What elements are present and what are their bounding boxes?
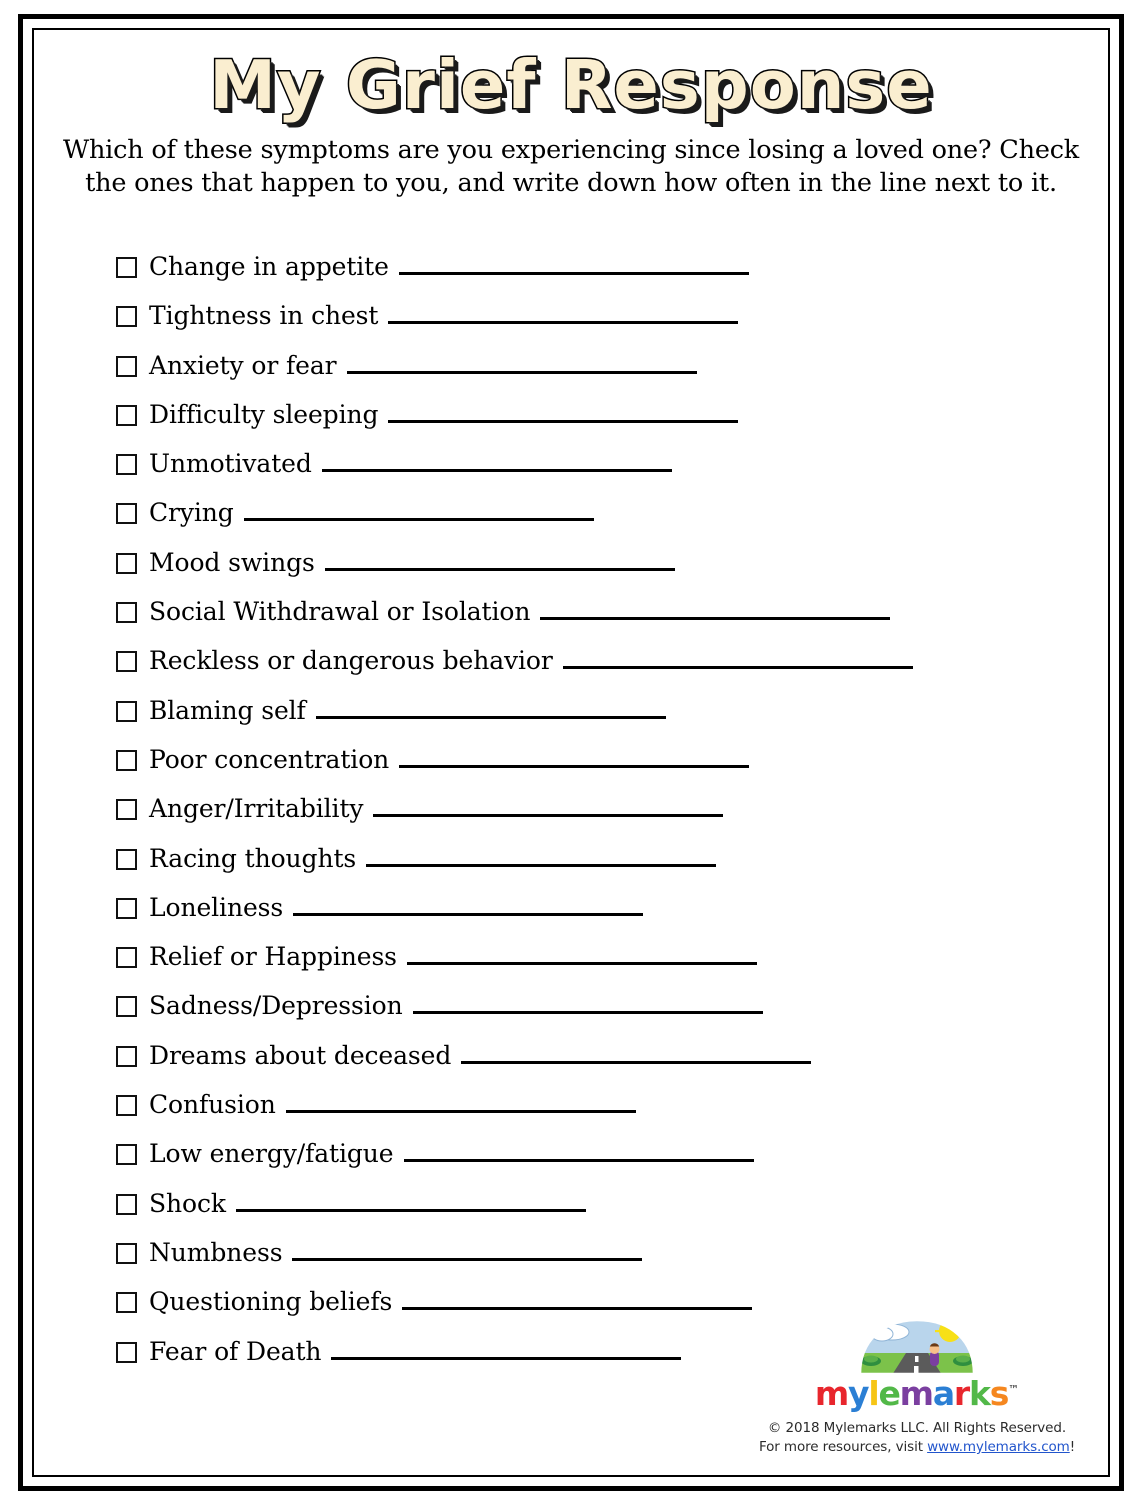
checklist-row <box>116 1090 1108 1139</box>
page-title: My Grief Response <box>209 46 933 124</box>
frequency-write-in-line[interactable] <box>347 352 697 374</box>
copyright-suffix: ! <box>1069 1439 1076 1455</box>
wordmark-letter: y <box>848 1374 869 1413</box>
checklist-row <box>116 844 1108 893</box>
checklist-row <box>116 991 1108 1040</box>
checkbox[interactable] <box>116 849 137 870</box>
character <box>930 1343 940 1366</box>
frequency-write-in-line[interactable] <box>293 894 643 916</box>
copyright-line-1: © 2018 Mylemarks LLC. All Rights Reserved. <box>767 1420 1067 1436</box>
frequency-write-in-line[interactable] <box>407 943 757 965</box>
checkbox[interactable] <box>116 1194 137 1215</box>
worksheet-inner-frame <box>32 28 1110 1477</box>
checklist-row <box>116 1238 1108 1287</box>
frequency-write-in-line[interactable] <box>388 302 738 324</box>
mylemarks-website-link[interactable]: www.mylemarks.com <box>927 1439 1070 1455</box>
checklist-row <box>116 301 1108 350</box>
checklist-row <box>116 449 1108 498</box>
checkbox[interactable] <box>116 1243 137 1264</box>
checkbox[interactable] <box>116 799 137 820</box>
frequency-write-in-line[interactable] <box>399 253 749 275</box>
frequency-write-in-line[interactable] <box>540 598 890 620</box>
checkbox[interactable] <box>116 602 137 623</box>
frequency-write-in-line[interactable] <box>399 746 749 768</box>
checklist-row <box>116 893 1108 942</box>
checklist-item-label: Tightness in chest <box>149 301 379 331</box>
checklist-row <box>116 400 1108 449</box>
checklist-item-label: Mood swings <box>149 547 315 577</box>
checklist-row <box>116 597 1108 646</box>
checkbox[interactable] <box>116 503 137 524</box>
checkbox[interactable] <box>116 701 137 722</box>
checkbox[interactable] <box>116 1144 137 1165</box>
checklist-item-label: Numbness <box>149 1237 283 1267</box>
checklist-row <box>116 1139 1108 1188</box>
checklist-item-label: Difficulty sleeping <box>149 399 379 429</box>
checklist-item-label: Loneliness <box>149 892 284 922</box>
checklist-row <box>116 498 1108 547</box>
checkbox[interactable] <box>116 996 137 1017</box>
checkbox[interactable] <box>116 651 137 672</box>
checklist-item-label: Crying <box>149 498 234 528</box>
copyright-line-2 <box>752 1438 1082 1457</box>
wordmark-letter: a <box>932 1374 954 1413</box>
frequency-write-in-line[interactable] <box>388 401 738 423</box>
checklist-row <box>116 942 1108 991</box>
frequency-write-in-line[interactable] <box>404 1140 754 1162</box>
checklist-item-label: Social Withdrawal or Isolation <box>149 597 531 627</box>
checkbox[interactable] <box>116 898 137 919</box>
checklist-item-label: Reckless or dangerous behavior <box>149 646 553 676</box>
checklist-item-label: Unmotivated <box>149 449 312 479</box>
wordmark-letter: s <box>989 1374 1009 1413</box>
copyright-notice <box>752 1419 1082 1457</box>
checkbox[interactable] <box>116 1292 137 1313</box>
checklist-row <box>116 1041 1108 1090</box>
checklist-row <box>116 646 1108 695</box>
trademark-symbol: ™ <box>1008 1383 1020 1396</box>
frequency-write-in-line[interactable] <box>316 697 666 719</box>
checklist-row <box>116 696 1108 745</box>
checkbox[interactable] <box>116 750 137 771</box>
wordmark-letter: m <box>814 1374 848 1413</box>
checkbox[interactable] <box>116 947 137 968</box>
wordmark-letter: r <box>953 1374 969 1413</box>
copyright-prefix: For more resources, visit <box>758 1439 928 1455</box>
wordmark-letter: l <box>868 1374 879 1413</box>
checklist-item-label: Shock <box>149 1188 226 1218</box>
wordmark-letter: k <box>968 1374 990 1413</box>
frequency-write-in-line[interactable] <box>236 1190 586 1212</box>
checklist-row <box>116 252 1108 301</box>
checkbox[interactable] <box>116 1095 137 1116</box>
checklist-item-label: Relief or Happiness <box>149 942 397 972</box>
checkbox[interactable] <box>116 405 137 426</box>
frequency-write-in-line[interactable] <box>286 1091 636 1113</box>
checklist-row <box>116 351 1108 400</box>
frequency-write-in-line[interactable] <box>563 647 913 669</box>
checklist-item-label: Anger/Irritability <box>149 794 364 824</box>
frequency-write-in-line[interactable] <box>331 1338 681 1360</box>
frequency-write-in-line[interactable] <box>322 450 672 472</box>
checklist-item-label: Anxiety or fear <box>149 350 337 380</box>
checklist-row <box>116 548 1108 597</box>
mylemarks-landscape-icon <box>858 1319 976 1375</box>
checkbox[interactable] <box>116 257 137 278</box>
checklist-row <box>116 794 1108 843</box>
symptom-checklist <box>34 252 1108 1386</box>
frequency-write-in-line[interactable] <box>292 1239 642 1261</box>
checklist-row <box>116 1189 1108 1238</box>
checkbox[interactable] <box>116 454 137 475</box>
frequency-write-in-line[interactable] <box>402 1288 752 1310</box>
frequency-write-in-line[interactable] <box>366 845 716 867</box>
checklist-item-label: Change in appetite <box>149 252 389 281</box>
checkbox[interactable] <box>116 553 137 574</box>
title-area <box>34 42 1108 128</box>
frequency-write-in-line[interactable] <box>325 549 675 571</box>
checkbox[interactable] <box>116 356 137 377</box>
checkbox[interactable] <box>116 1046 137 1067</box>
mylemarks-wordmark <box>752 1372 1082 1412</box>
checklist-row <box>116 745 1108 794</box>
worksheet-page <box>18 14 1124 1491</box>
frequency-write-in-line[interactable] <box>413 992 763 1014</box>
footer <box>752 1319 1082 1457</box>
frequency-write-in-line[interactable] <box>373 795 723 817</box>
checklist-item-label: Fear of Death <box>149 1336 322 1366</box>
frequency-write-in-line[interactable] <box>244 499 594 521</box>
wordmark-letter: m <box>899 1374 933 1413</box>
checkbox[interactable] <box>116 306 137 327</box>
checklist-item-label: Racing thoughts <box>149 843 357 873</box>
checklist-item-label: Blaming self <box>149 695 306 725</box>
checklist-item-label: Confusion <box>149 1090 276 1120</box>
instructions-text: Which of these symptoms are you experiencing since losing a loved one? Check the ones that happen to you, and write down how often in the line next to it. <box>62 135 1080 198</box>
wordmark-letter: e <box>878 1374 900 1413</box>
checkbox[interactable] <box>116 1342 137 1363</box>
frequency-write-in-line[interactable] <box>461 1042 811 1064</box>
checklist-item-label: Low energy/fatigue <box>149 1139 394 1169</box>
checklist-item-label: Sadness/Depression <box>149 991 403 1021</box>
checklist-item-label: Poor concentration <box>149 744 390 774</box>
checklist-item-label: Dreams about deceased <box>149 1040 452 1070</box>
checklist-item-label: Questioning beliefs <box>149 1287 393 1317</box>
